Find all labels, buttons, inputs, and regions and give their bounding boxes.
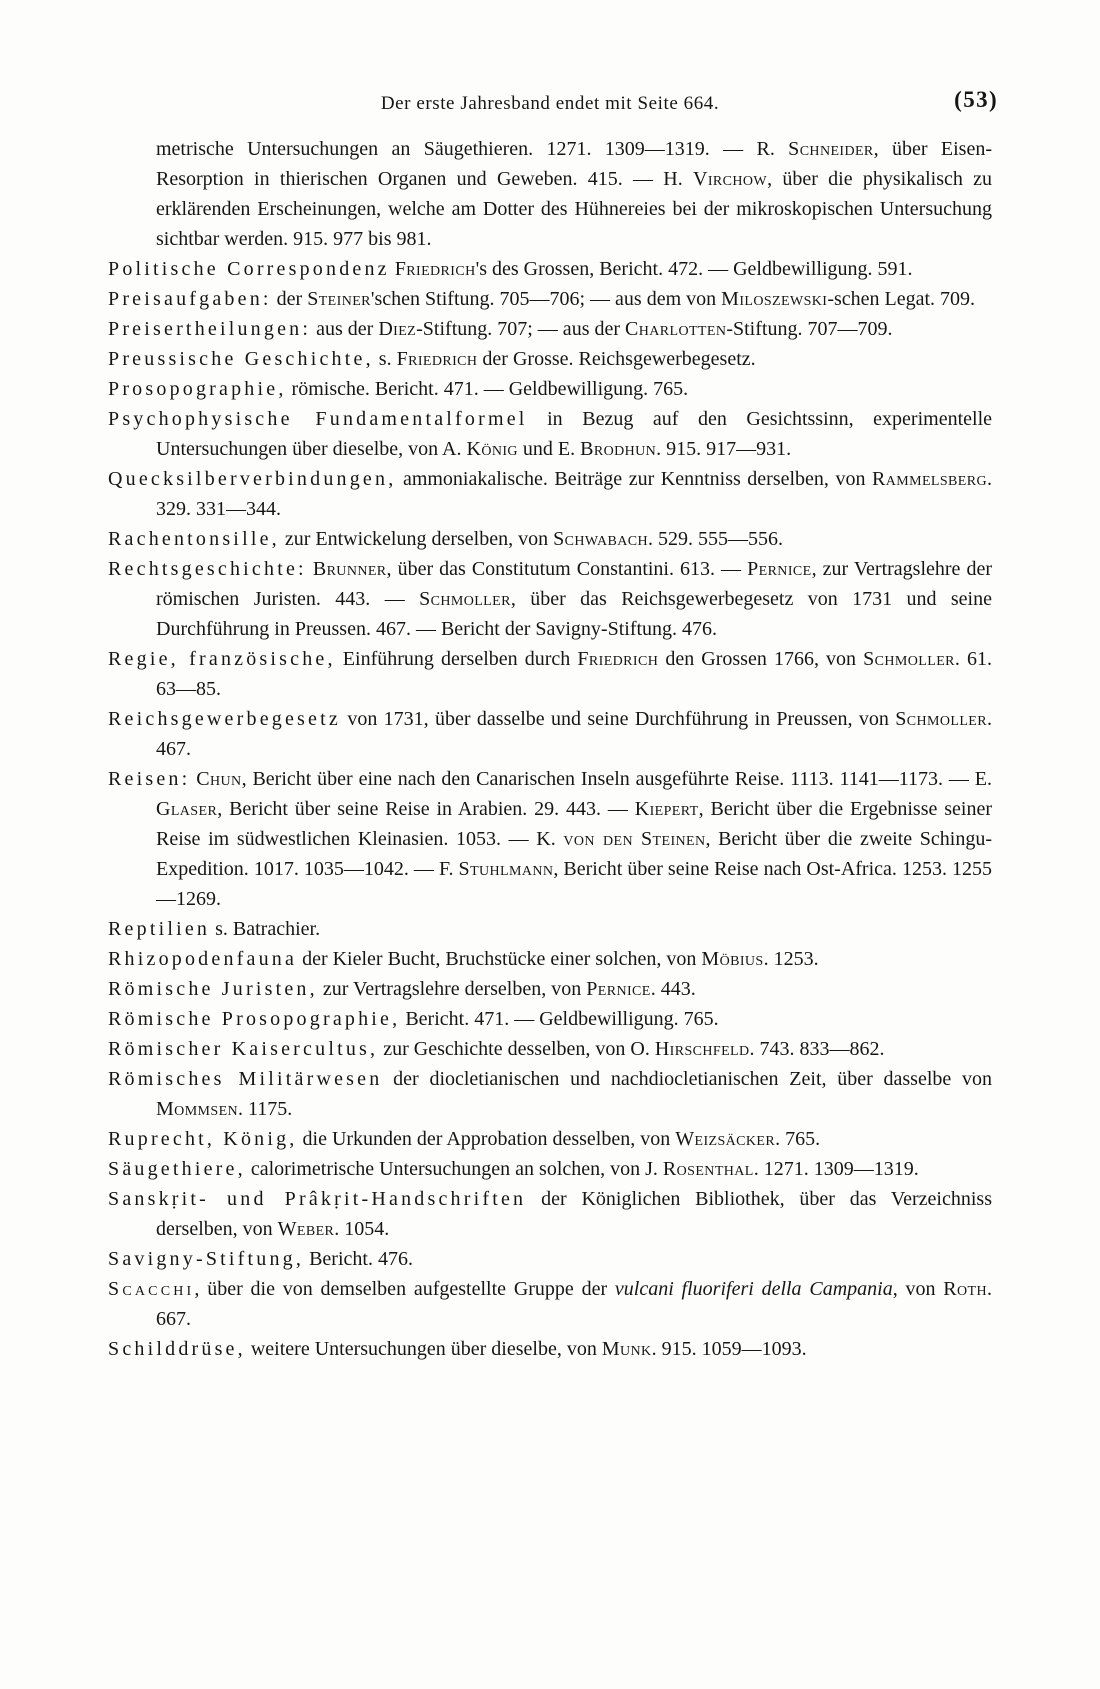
entry-segment-spaced: Prosopographie, [108, 378, 287, 400]
entry-segment-plain: zur Vertragslehre derselben, von [317, 978, 587, 1000]
entry-segment-sc: Brunner [312, 558, 387, 580]
entry-segment-sc: Brodhun [580, 438, 657, 460]
index-entry [108, 1334, 992, 1364]
entry-segment-plain: . 915. 917—931. [656, 438, 792, 460]
entry-segment-scsp: Scacchi [108, 1278, 195, 1300]
entry-segment-plain: aus der [311, 318, 379, 340]
entry-segment-sc: Schneider [788, 138, 874, 160]
index-entry [108, 704, 992, 764]
entry-segment-sc: von den Steinen [563, 828, 706, 850]
entry-segment-sc: Rosenthal [662, 1158, 754, 1180]
entry-segment-plain: 'schen Stiftung. 705—706; — aus dem von [370, 288, 722, 310]
entry-segment-plain: , über das Constitutum Constantini. 613. — [386, 558, 748, 580]
entry-segment-spaced: Quecksilberverbindungen, [108, 468, 397, 490]
entry-segment-plain: von 1731, über dasselbe und seine Durchführung in Preussen, von [340, 708, 896, 730]
index-entry [108, 1124, 992, 1154]
entry-segment-plain: Bericht. 471. — Geldbewilligung. 765. [400, 1008, 719, 1030]
entry-segment-sc: Weizsäcker [675, 1128, 776, 1150]
entry-segment-plain: , Bericht über seine Reise in Arabien. 29. 443. — [217, 798, 635, 820]
entry-segment-plain: . 329. 331—344. [156, 468, 992, 520]
entry-segment-spaced: Savigny-Stiftung, [108, 1248, 305, 1270]
entry-segment-plain: den Grossen 1766, von [658, 648, 864, 670]
entry-segment-plain: , Bericht über die Ergebnisse seiner Reise im südwestlichen Kleinasien. 1053. — K. [156, 798, 992, 850]
entry-segment-sc: Roth [943, 1278, 987, 1300]
entry-segment-plain: . 61. 63—85. [156, 648, 992, 700]
entry-segment-sc: Steiner [307, 288, 371, 310]
index-entry [108, 524, 992, 554]
entry-segment-it: vulcani fluoriferi della Campania [614, 1278, 893, 1300]
entry-segment-plain: . 1271. 1309—1319. [753, 1158, 919, 1180]
entry-segment-spaced: Ruprecht, König, [108, 1128, 298, 1150]
index-entry [108, 944, 992, 974]
entry-segment-sc: Chun [196, 768, 242, 790]
entry-segment-plain: s. Batrachier. [210, 918, 321, 940]
entry-segment-plain: -Stiftung. 707; — aus der [416, 318, 626, 340]
entry-segment-sc: Schwabach [553, 528, 648, 550]
entry-segment-spaced: Reichsgewerbegesetz [108, 708, 341, 730]
entry-segment-sc: Glaser [156, 798, 218, 820]
entry-segment-sc: Weber [277, 1218, 335, 1240]
entry-segment-sc: Möbius [701, 948, 764, 970]
entry-segment-plain: -schen Legat. 709. [827, 288, 976, 310]
entry-segment-spaced: Römische Prosopographie, [108, 1008, 401, 1030]
index-entry [108, 344, 992, 374]
entry-segment-sc: Virchow [693, 168, 768, 190]
entry-segment-plain: , über die physikalisch zu erklärenden Erscheinungen, welche am Dotter des Hühnereies bei der mikroskopischen Untersuchung sichtbar werden. 915. 977 bis 981. [156, 168, 993, 250]
entry-segment-spaced: Rachentonsille, [108, 528, 280, 550]
page-number: (53) [954, 87, 998, 112]
page-header [108, 87, 998, 116]
index-entry [108, 1184, 992, 1244]
entry-segment-plain: der [271, 288, 308, 310]
entry-segment-spaced: Säugethiere, [108, 1158, 246, 1180]
entry-segment-plain: . 529. 555—556. [647, 528, 783, 550]
entry-segment-spaced: Römischer Kaisercultus, [108, 1038, 379, 1060]
index-entry [108, 974, 992, 1004]
entry-segment-plain: -Stiftung. 707—709. [726, 318, 893, 340]
index-entry [108, 644, 992, 704]
entry-segment-spaced: Preisertheilungen: [108, 318, 312, 340]
entry-segment-plain: metrische Untersuchungen an Säugethieren. 1271. 1309—1319. — R. [156, 138, 789, 160]
entry-segment-sc: Schmoller [863, 648, 955, 670]
entry-segment-spaced: Römisches Militärwesen [108, 1068, 383, 1090]
entry-segment-plain: . 1175. [238, 1098, 293, 1120]
entry-segment-sc: Schmoller [419, 588, 511, 610]
entry-segment-plain: . 743. 833—862. [749, 1038, 885, 1060]
running-header-note: Der erste Jahresband endet mit Seite 664. [380, 93, 720, 114]
entry-segment-plain: , Bericht über eine nach den Canarischen Inseln ausgeführte Reise. 1113. 1141—1173. — E. [241, 768, 993, 790]
index-entry [108, 1064, 992, 1124]
entry-segment-spaced: Rhizopodenfauna [108, 948, 298, 970]
entry-segment-plain: . 667. [156, 1278, 992, 1330]
entry-segment-plain: in Bezug auf den Gesichtssinn, experimentelle Untersuchungen über dieselbe, von A. [156, 408, 993, 460]
entry-segment-plain: Einführung derselben durch [335, 648, 578, 670]
entry-segment-spaced: Römische Juristen, [108, 978, 318, 1000]
entry-segment-plain: . 443. [650, 978, 696, 1000]
entry-segment-spaced: Sanskṛit- und Prâkṛit-Handschriften [108, 1188, 527, 1210]
entry-segment-sc: Friedrich [394, 258, 476, 280]
index-entry [108, 764, 992, 914]
entry-segment-plain: . 765. [775, 1128, 821, 1150]
index-entry [108, 314, 992, 344]
index-entry [108, 134, 992, 254]
entry-segment-plain: . 1054. [334, 1218, 390, 1240]
entry-segment-sc: Friedrich [396, 348, 478, 370]
entry-segment-plain: der diocletianischen und nachdiocletianischen Zeit, über dasselbe von [382, 1068, 992, 1090]
index-entry [108, 1274, 992, 1334]
entry-segment-plain: , Bericht über die zweite Schingu-Expedition. 1017. 1035—1042. — F. [156, 828, 992, 880]
entry-segment-spaced: Preussische Geschichte, [108, 348, 374, 370]
entry-segment-spaced: Reisen: [108, 768, 191, 790]
entry-segment-plain: s. [373, 348, 397, 370]
entry-segment-plain: , zur Vertragslehre der römischen Juristen. 443. — [156, 558, 992, 610]
entry-segment-plain: und E. [517, 438, 581, 460]
index-entry [108, 1244, 992, 1274]
entry-segment-plain: 's des Grossen, Bericht. 472. — Geldbewilligung. 591. [475, 258, 913, 280]
entry-segment-plain: römische. Bericht. 471. — Geldbewilligung. 765. [286, 378, 689, 400]
entry-segment-sc: Charlotten [625, 318, 727, 340]
entry-segment-plain: der Königlichen Bibliothek, über das Verzeichniss derselben, von [156, 1188, 992, 1240]
entry-segment-spaced: Preisaufgaben: [108, 288, 272, 310]
entry-segment-plain: , Bericht über seine Reise nach Ost-Africa. 1253. 1255—1269. [156, 858, 992, 910]
entry-segment-sc: Mommsen [156, 1098, 239, 1120]
entry-segment-spaced: Psychophysische Fundamentalformel [108, 408, 528, 430]
index-entry [108, 254, 992, 284]
entry-segment-plain: weitere Untersuchungen über dieselbe, von [245, 1338, 602, 1360]
entry-segment-sc: Kiepert [634, 798, 699, 820]
entry-segment-sc: Stuhlmann [458, 858, 554, 880]
entry-segment-sc: Miloszewski [721, 288, 828, 310]
entry-segment-sc: Hirschfeld [654, 1038, 750, 1060]
entry-segment-plain: zur Geschichte desselben, von O. [378, 1038, 655, 1060]
entry-segment-spaced: Schilddrüse, [108, 1338, 246, 1360]
index-entries [108, 134, 992, 1364]
entry-segment-plain: der Grosse. Reichsgewerbegesetz. [477, 348, 756, 370]
entry-segment-sc: Diez [378, 318, 417, 340]
index-entry [108, 1154, 992, 1184]
entry-segment-plain: . 1253. [763, 948, 819, 970]
entry-segment-sc: König [466, 438, 518, 460]
entry-segment-spaced: Regie, französische, [108, 648, 336, 670]
entry-segment-plain: , über die von demselben aufgestellte Gruppe der [194, 1278, 615, 1300]
index-entry [108, 914, 992, 944]
entry-segment-plain: , von [892, 1278, 944, 1300]
entry-segment-plain: , über Eisen-Resorption in thierischen Organen und Geweben. 415. — H. [156, 138, 992, 190]
index-entry [108, 1034, 992, 1064]
index-entry [108, 374, 992, 404]
entry-segment-plain: . 915. 1059—1093. [651, 1338, 807, 1360]
entry-segment-spaced: Reptilien [108, 918, 211, 940]
index-entry [108, 1004, 992, 1034]
entry-segment-plain: die Urkunden der Approbation desselben, von [297, 1128, 676, 1150]
index-entry [108, 554, 992, 644]
index-entry [108, 284, 992, 314]
entry-segment-sc: Munk [601, 1338, 652, 1360]
index-entry [108, 464, 992, 524]
entry-segment-plain: , über das Reichsgewerbegesetz von 1731 und seine Durchführung in Preussen. 467. — Bericht der Savigny-Stiftung. 476. [156, 588, 992, 640]
entry-segment-plain: der Kieler Bucht, Bruchstücke einer solchen, von [297, 948, 702, 970]
entry-segment-plain: calorimetrische Untersuchungen an solchen, von J. [245, 1158, 663, 1180]
entry-segment-spaced: Politische Correspondenz [108, 258, 390, 280]
entry-segment-sc: Friedrich [577, 648, 659, 670]
entry-segment-spaced: Rechtsgeschichte: [108, 558, 307, 580]
entry-segment-sc: Schmoller [895, 708, 987, 730]
entry-segment-sc: Pernice [747, 558, 812, 580]
entry-segment-sc: Rammelsberg [872, 468, 987, 490]
entry-segment-sc: Pernice [586, 978, 651, 1000]
entry-segment-plain: . 467. [156, 708, 992, 760]
index-entry [108, 404, 992, 464]
entry-segment-plain: ammoniakalische. Beiträge zur Kenntniss derselben, von [396, 468, 873, 490]
entry-segment-plain: zur Entwickelung derselben, von [279, 528, 554, 550]
entry-segment-plain: Bericht. 476. [304, 1248, 413, 1270]
